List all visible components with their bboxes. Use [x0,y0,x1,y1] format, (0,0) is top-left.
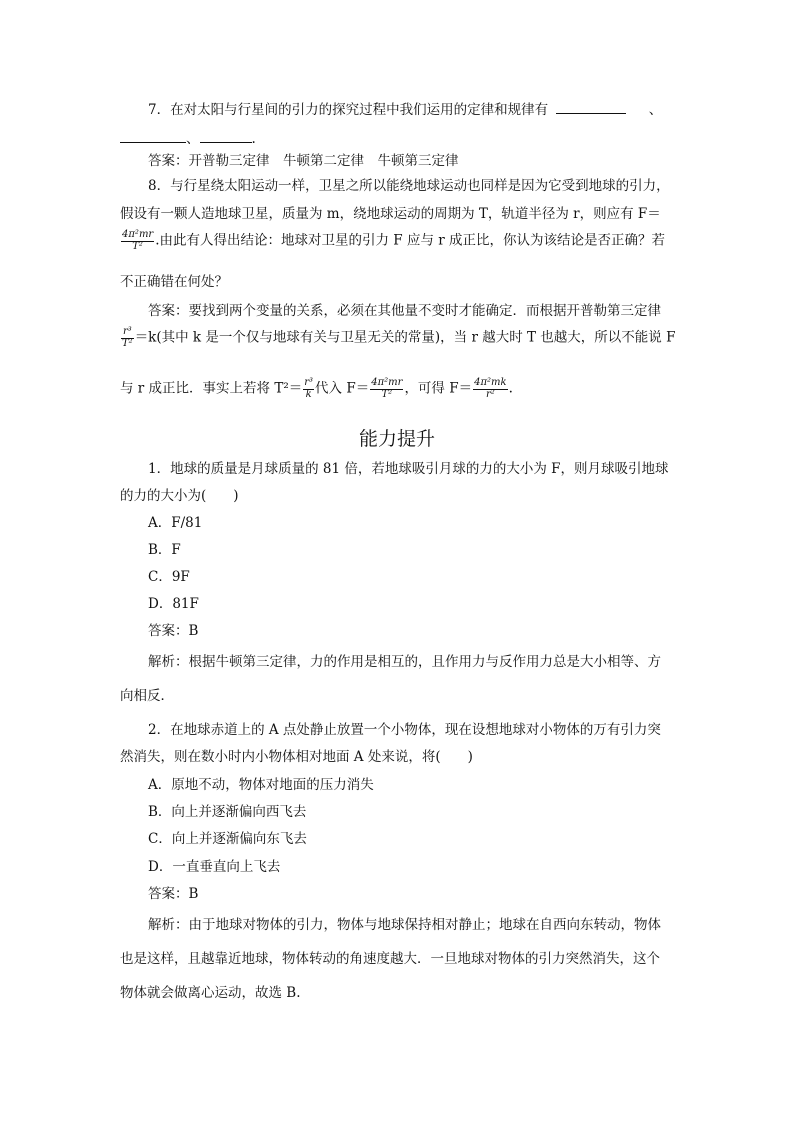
section-title: 能力提升 [358,428,435,450]
q7-answer: 答案：开普勒三定律 牛顿第二定律 牛顿第三定律 [148,153,459,169]
q8-fraction-force-3: $\frac{\text{4π²mk}}{\text{r²}}$ [474,377,507,400]
q8-answer-line-1: 答案：要找到两个变量的关系，必须在其他量不变时才能确定．而根据开普勒第三定律 [148,303,661,319]
p1-stem-line-1: 1．地球的质量是月球质量的 81 倍，若地球吸引月球的力的大小为 F，则月球吸引地球 [148,461,669,477]
q8-answer-line-2: $\frac{\text{r³}}{\text{T²}}$ ＝k(其中 k 是一个仅与地球有关与卫星无关的常量)，当 r 越大时 T 也越大，所以不能说 F [122,326,676,349]
p2-analysis-line-3: 物体就会做离心运动，故选 B. [120,985,301,1001]
q7-stem: 7．在对太阳与行星间的引力的探究过程中我们运用的定律和规律有 、 [148,102,663,118]
p2-answer: 答案：B [148,886,199,902]
p2-option-d: D．一直垂直向上飞去 [148,859,281,875]
p1-option-d: D．81F [148,596,199,612]
q8-fraction-r3-k: $\frac{\text{r³}}{k}$ [304,377,314,400]
p2-option-b: B．向上并逐渐偏向西飞去 [148,804,307,820]
q7-blank-3[interactable] [200,130,252,143]
p2-stem-line-1: 2．在地球赤道上的 A 点处静止放置一个小物体，现在设想地球对小物体的万有引力突 [148,722,661,738]
p1-option-c: C．9F [148,569,190,585]
q7-stem-cont: 、 . [120,130,256,147]
q8-fraction-r3-T2: $\frac{\text{r³}}{\text{T²}}$ [122,326,133,349]
p1-answer: 答案：B [148,623,199,639]
q8-stem-line-3: $\frac{\text{4π²mr}}{\text{T²}}$ .由此有人得出结论：地球对卫星的引力 F 应与 r 成正比，你认为该结论是否正确？若 [122,229,665,252]
p1-option-a: A．F/81 [148,515,203,531]
p2-analysis-line-1: 解析：由于地球对物体的引力，物体与地球保持相对静止；地球在自西向东转动，物体 [148,917,661,933]
p2-analysis-line-2: 也是这样，且越靠近地球，物体转动的角速度越大．一旦地球对物体的引力突然消失，这个 [120,951,660,967]
p2-option-a: A．原地不动，物体对地面的压力消失 [148,777,374,793]
p1-analysis-line-1: 解析：根据牛顿第三定律，力的作用是相互的，且作用力与反作用力总是大小相等、方 [148,654,661,670]
q8-fraction-force-2: $\frac{\text{4π²mr}}{\text{T²}}$ [371,377,403,400]
p1-analysis-line-2: 向相反． [120,688,174,704]
q8-stem-line-4: 不正确错在何处？ [120,274,228,290]
q7-blank-2[interactable] [120,130,186,143]
q8-answer-line-3: 与 r 成正比．事实上若将 T²＝ $\frac{\text{r³}}{k}$ 代入 F＝ $\frac{\text{4π²mr}}{\text{T²}}$ ，可得 F＝ $\frac{\text{4π²mk}}{\text{r²}}$ . [120,377,513,400]
p1-option-b: B．F [148,542,181,558]
q7-blank-1[interactable] [556,101,626,114]
p2-option-c: C．向上并逐渐偏向东飞去 [148,831,307,847]
q8-stem-line-2: 假设有一颗人造地球卫星，质量为 m，绕地球运动的周期为 T，轨道半径为 r，则应有 F＝ [120,206,661,222]
q8-fraction-force: $\frac{\text{4π²mr}}{\text{T²}}$ [122,229,154,252]
q8-stem-line-1: 8．与行星绕太阳运动一样，卫星之所以能绕地球运动也同样是因为它受到地球的引力， [148,178,670,194]
p1-stem-line-2: 的力的大小为( ) [120,488,239,504]
p2-stem-line-2: 然消失，则在数小时内小物体相对地面 A 处来说，将( ) [120,749,473,765]
